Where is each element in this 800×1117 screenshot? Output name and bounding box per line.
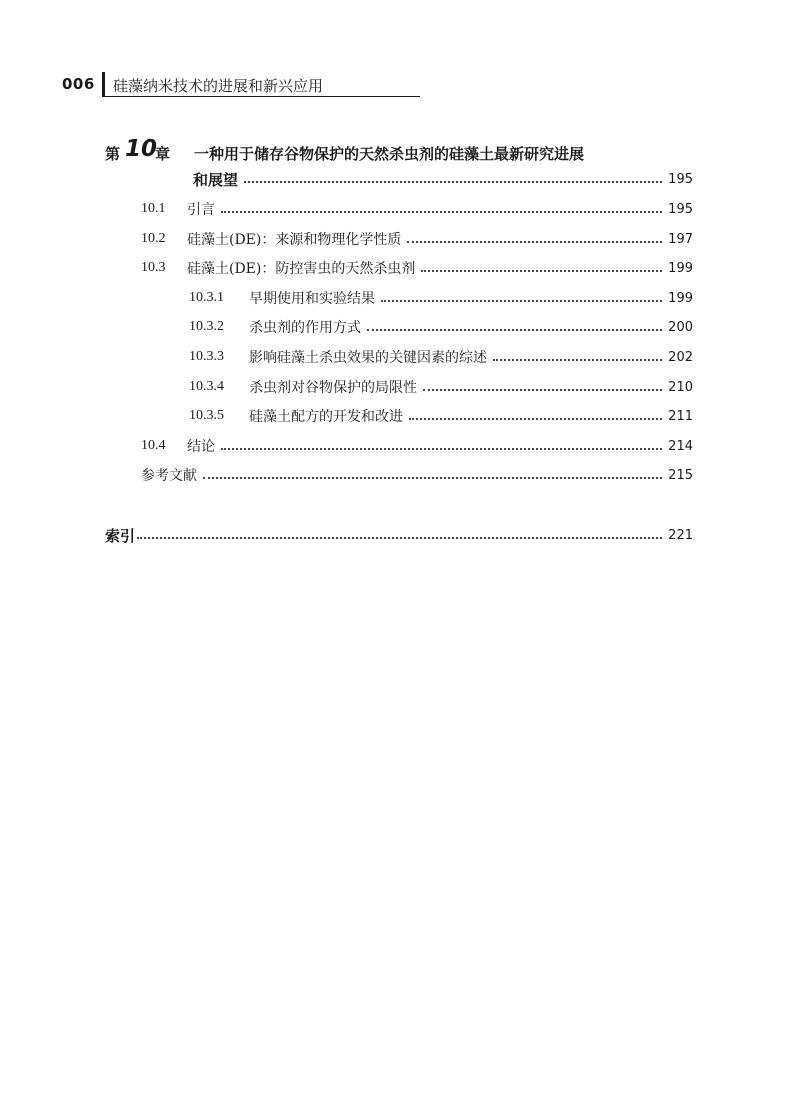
chapter-title-line2: 和展望 <box>193 170 239 189</box>
section-page: 214 <box>668 438 693 454</box>
chapter-number: 10 <box>125 136 158 162</box>
chapter-page: 195 <box>668 171 693 187</box>
section-page: 197 <box>668 231 693 247</box>
section-title: 引言 <box>187 202 215 218</box>
section-number: 10.3.5 <box>189 408 224 423</box>
section-page: 210 <box>668 379 693 395</box>
leader-dots <box>367 329 662 331</box>
section-number: 10.3.2 <box>189 319 224 334</box>
section-page: 211 <box>668 408 693 424</box>
section-title: 杀虫剂对谷物保护的局限性 <box>249 380 417 396</box>
leader-dots <box>221 448 662 450</box>
section-number: 10.4 <box>141 438 166 453</box>
toc-entry[interactable] <box>141 464 693 486</box>
leader-dots <box>407 241 662 243</box>
toc-entry[interactable] <box>189 316 693 338</box>
section-number: 10.2 <box>141 231 166 246</box>
section-page: 195 <box>668 201 693 217</box>
leader-dots <box>423 389 662 391</box>
section-title: 结论 <box>187 439 215 455</box>
chapter-label-suffix: 章 <box>155 145 171 163</box>
running-header <box>62 72 362 100</box>
header-underline <box>102 96 420 97</box>
leader-dots <box>381 300 662 302</box>
section-page: 200 <box>668 319 693 335</box>
toc-entry[interactable] <box>189 405 693 427</box>
chapter-title-line1: 一种用于储存谷物保护的天然杀虫剂的硅藻土最新研究进展 <box>194 145 585 163</box>
section-page: 202 <box>668 349 693 365</box>
section-number: 10.3.4 <box>189 379 224 394</box>
section-title: 硅藻土(DE)：防控害虫的天然杀虫剂 <box>187 261 416 277</box>
leader-dots <box>137 537 662 539</box>
section-number: 10.1 <box>141 201 166 216</box>
section-number: 10.3.3 <box>189 349 224 364</box>
toc-index-entry[interactable] <box>105 524 693 546</box>
section-title: 早期使用和实验结果 <box>249 291 375 307</box>
toc-entry[interactable] <box>189 346 693 368</box>
section-title: 影响硅藻土杀虫效果的关键因素的综述 <box>249 350 487 366</box>
section-page: 199 <box>668 260 693 276</box>
section-page: 215 <box>668 467 693 483</box>
chapter-title-continuation[interactable] <box>193 168 693 190</box>
toc-entry[interactable] <box>189 287 693 309</box>
leader-dots <box>421 270 662 272</box>
toc-entry[interactable] <box>141 198 693 220</box>
section-title: 硅藻土配方的开发和改进 <box>249 409 403 425</box>
leader-dots <box>221 211 662 213</box>
leader-dots <box>203 477 662 479</box>
leader-dots <box>493 359 662 361</box>
chapter-heading[interactable] <box>105 136 695 168</box>
index-page: 221 <box>668 527 693 543</box>
index-title: 索引 <box>105 526 136 545</box>
section-page: 199 <box>668 290 693 306</box>
toc-entry[interactable] <box>141 257 693 279</box>
header-vertical-rule <box>102 72 105 96</box>
leader-dots <box>244 181 662 183</box>
toc-entry[interactable] <box>189 376 693 398</box>
toc-entry[interactable] <box>141 435 693 457</box>
page-number: 006 <box>62 75 95 93</box>
section-number: 10.3 <box>141 260 166 275</box>
leader-dots <box>409 418 662 420</box>
section-number: 10.3.1 <box>189 290 224 305</box>
section-title: 杀虫剂的作用方式 <box>249 320 361 336</box>
toc-entry[interactable] <box>141 228 693 250</box>
section-title: 硅藻土(DE)：来源和物理化学性质 <box>187 232 402 248</box>
section-title: 参考文献 <box>141 468 197 484</box>
book-title: 硅藻纳米技术的进展和新兴应用 <box>113 77 324 95</box>
chapter-label-prefix: 第 <box>105 145 121 163</box>
